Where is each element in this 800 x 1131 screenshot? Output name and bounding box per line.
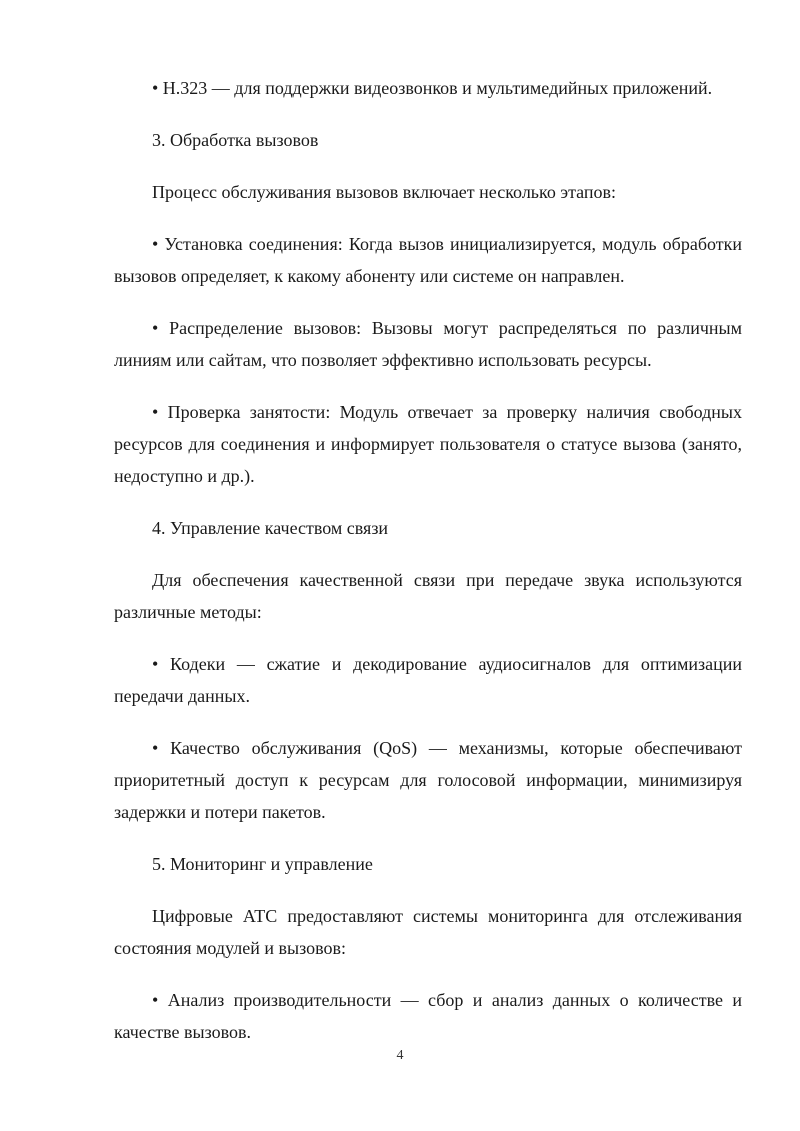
bullet-performance-analysis: • Анализ производительности — сбор и анализ данных о количестве и качестве вызовов.	[114, 990, 742, 1042]
paragraph-monitoring-intro: Цифровые АТС предоставляют системы мониторинга для отслеживания состояния модулей и вызовов:	[114, 906, 742, 958]
bullet-codecs: • Кодеки — сжатие и декодирование аудиосигналов для оптимизации передачи данных.	[114, 654, 742, 706]
page-body	[114, 72, 742, 1068]
section-heading-quality: 4. Управление качеством связи	[152, 518, 389, 538]
paragraph-call-processing-intro: Процесс обслуживания вызовов включает несколько этапов:	[152, 182, 617, 202]
bullet-qos: • Качество обслуживания (QoS) — механизмы, которые обеспечивают приоритетный доступ к ресурсам для голосовой информации, минимизируя задержки и потери пакетов.	[114, 738, 742, 822]
section-heading-call-processing: 3. Обработка вызовов	[152, 130, 319, 150]
paragraph-quality-intro: Для обеспечения качественной связи при передаче звука используются различные методы:	[114, 570, 742, 622]
page-number: 4	[396, 1048, 404, 1063]
bullet-call-distribution: • Распределение вызовов: Вызовы могут распределяться по различным линиям или сайтам, что позволяет эффективно использовать ресурсы.	[114, 318, 742, 370]
bullet-busy-check: • Проверка занятости: Модуль отвечает за проверку наличия свободных ресурсов для соединения и информирует пользователя о статусе вызова (занято, недоступно и др.).	[114, 402, 742, 486]
bullet-h323: • H.323 — для поддержки видеозвонков и мультимедийных приложений.	[152, 78, 713, 98]
section-heading-monitoring: 5. Мониторинг и управление	[152, 854, 373, 874]
bullet-connection-setup: • Установка соединения: Когда вызов инициализируется, модуль обработки вызовов определяет, к какому абоненту или системе он направлен.	[114, 234, 742, 286]
